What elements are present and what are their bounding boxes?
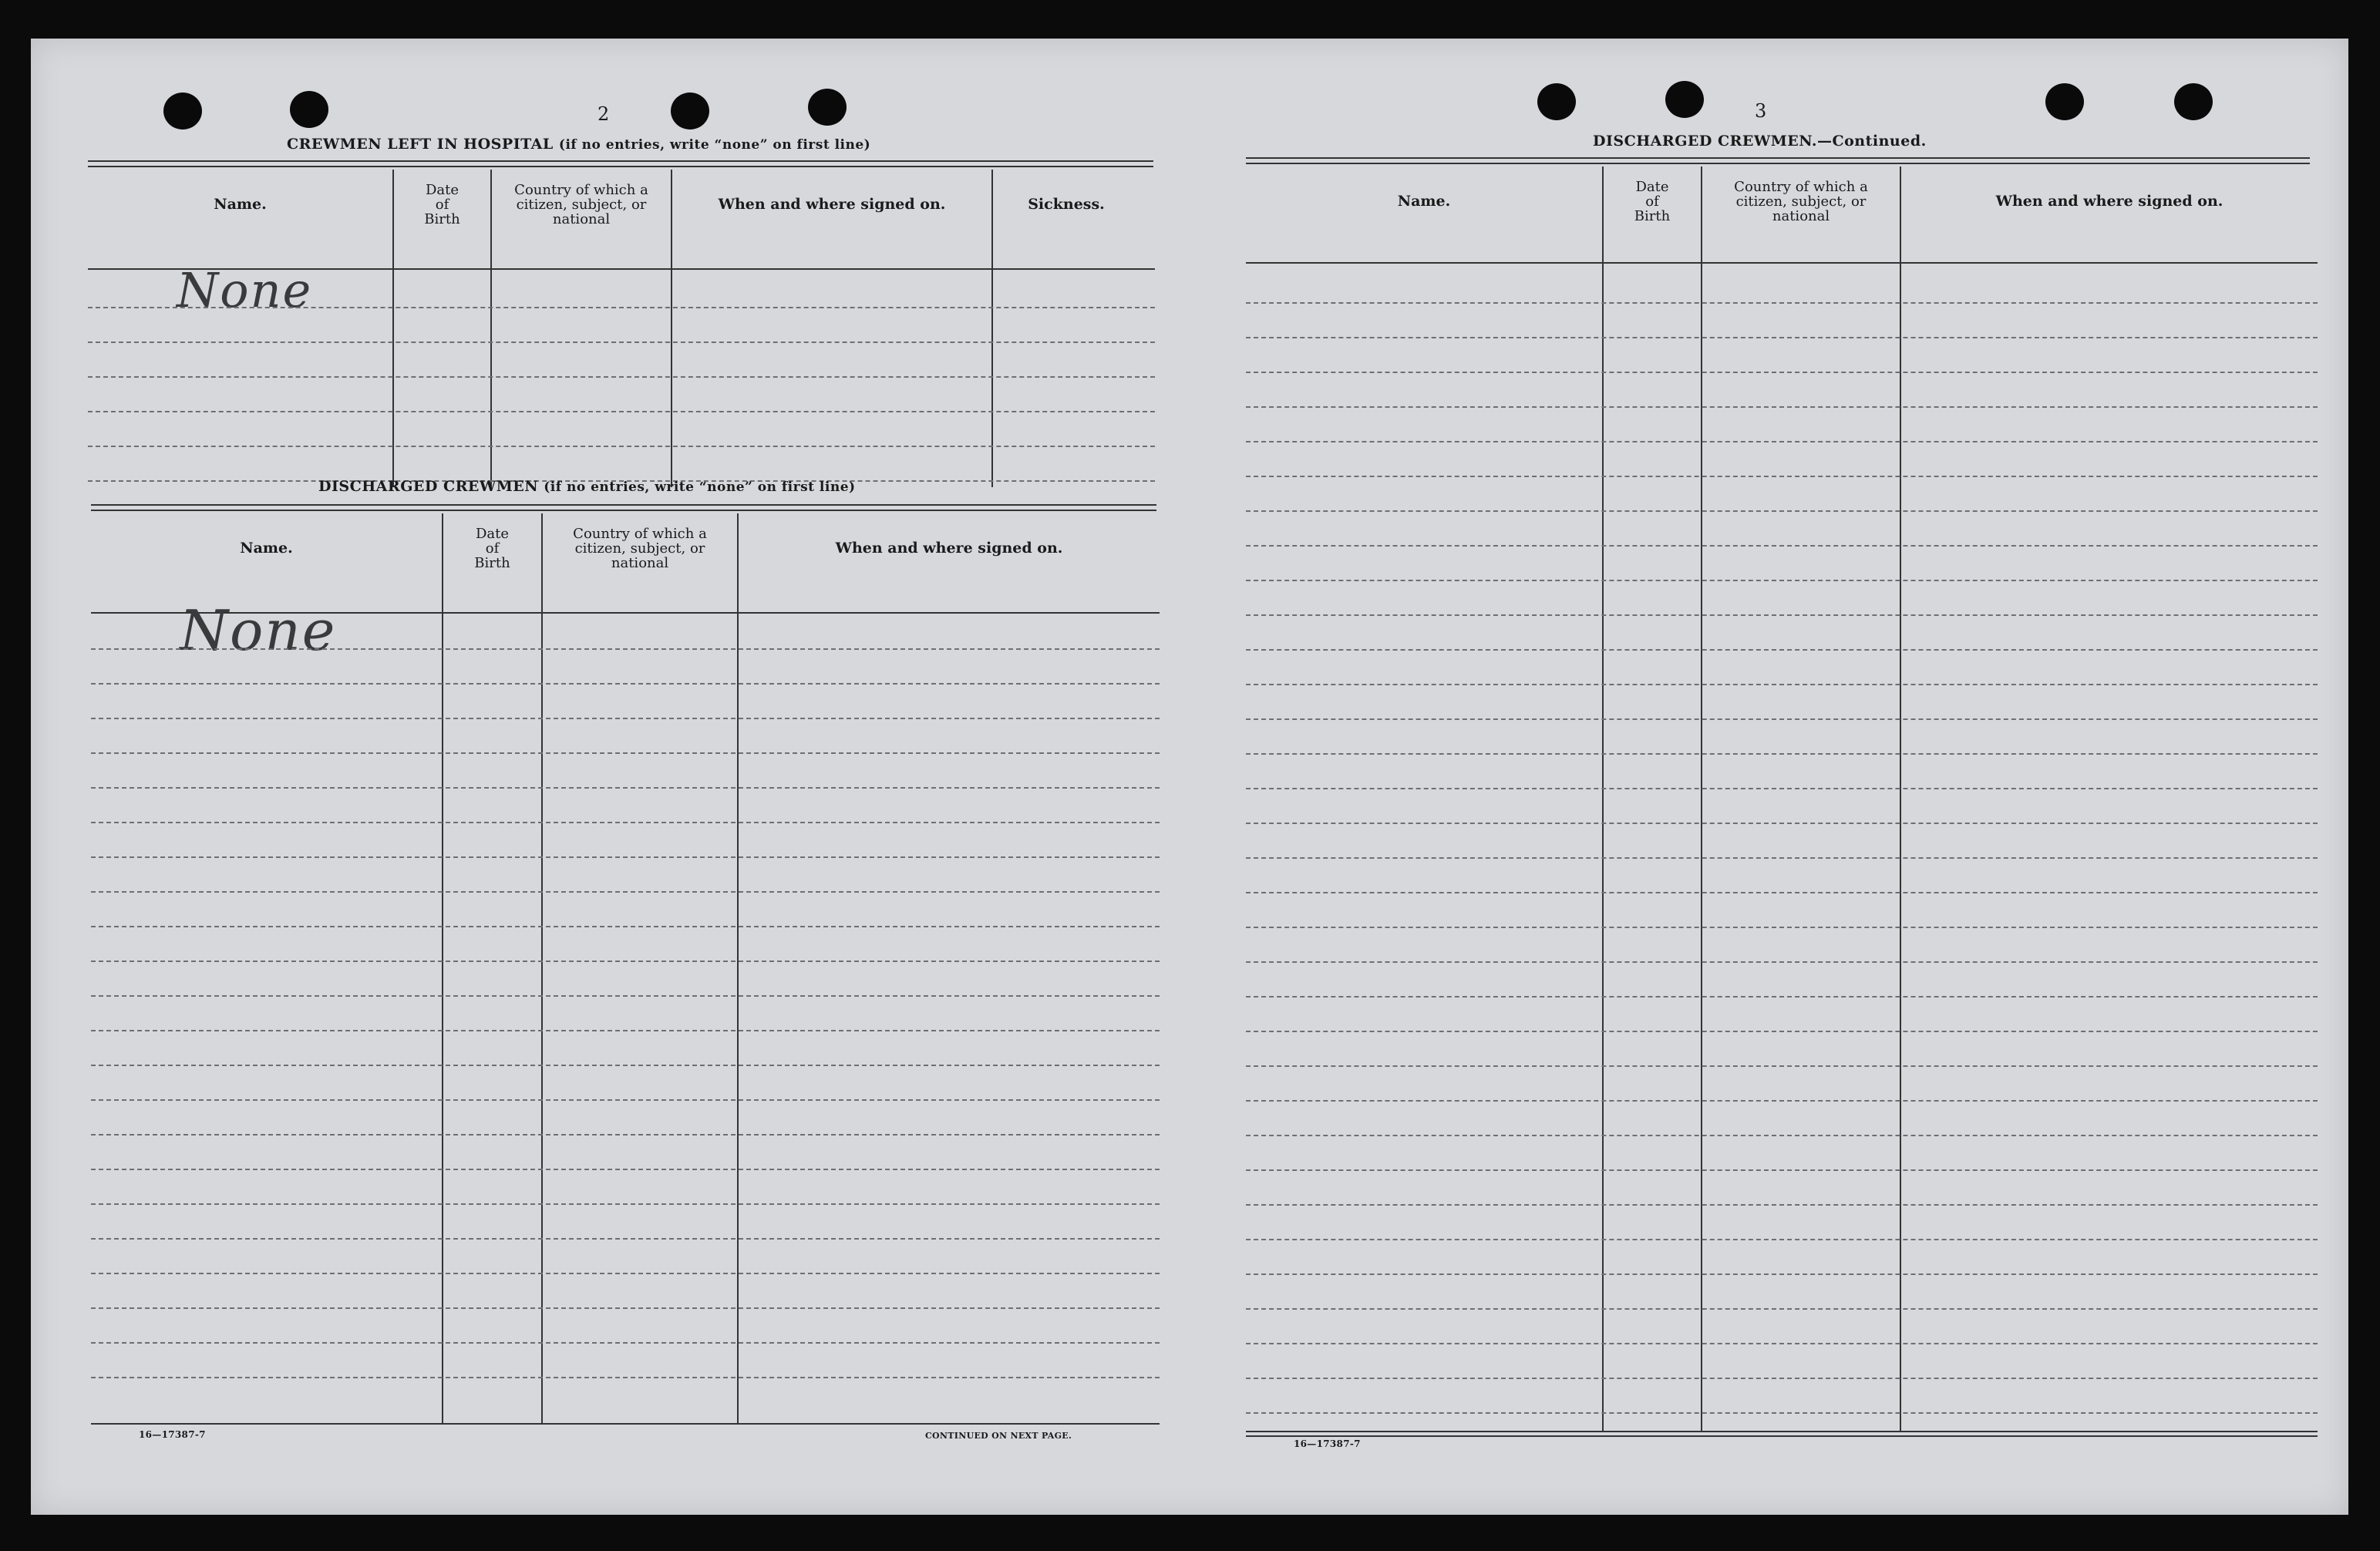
entry-line [1246,1308,2318,1310]
entry-line [1246,406,2318,408]
entry-line [1246,1343,2318,1344]
entry-line [91,822,1160,823]
entry-line [91,1169,1160,1170]
hospital-title-text: CREWMEN LEFT IN HOSPITAL [287,136,554,153]
handwritten-entry: None [177,262,313,318]
continued-note: CONTINUED ON NEXT PAGE. [925,1431,1072,1441]
entry-line [91,1099,1160,1101]
entry-line [1246,510,2318,512]
entry-line [91,1342,1160,1344]
entry-line [91,718,1160,719]
header-rule [1246,262,2318,264]
bottom-rule [1246,1435,2318,1437]
column-divider [392,170,394,487]
bottom-rule [1246,1431,2318,1432]
entry-line [91,961,1160,962]
entry-line [91,926,1160,927]
entry-line [88,411,1155,412]
column-divider [991,170,993,487]
column-header-signed-on: When and where signed on. [1995,192,2223,210]
entry-line [1246,1031,2318,1032]
entry-line [91,1134,1160,1135]
column-header-name: Name. [214,195,267,213]
form-number: 16—17387-7 [139,1429,206,1440]
entry-line [91,787,1160,789]
hospital-instruction: (if no entries, write “none” on first line) [558,137,871,153]
entry-line [1246,788,2318,789]
entry-line [1246,545,2318,547]
entry-line [1246,1412,2318,1414]
punch-hole [2174,83,2213,120]
discharged-title-text: DISCHARGED CREWMEN [318,478,539,495]
punch-hole [1665,81,1704,118]
entry-line [88,376,1155,378]
entry-line [1246,892,2318,893]
punch-hole [1537,83,1576,120]
column-divider [1701,167,1702,1432]
column-header-signed-on: When and where signed on. [718,195,946,213]
discharged-instruction: (if no entries, write “none” on first line) [544,479,856,495]
entry-line [91,1203,1160,1205]
bottom-rule [91,1423,1160,1425]
entry-line [1246,823,2318,824]
column-header-date-of-birth: Date of Birth [1634,178,1671,224]
column-divider [1602,167,1604,1432]
entry-line [1246,580,2318,581]
entry-line [1246,753,2318,755]
entry-line [1246,302,2318,304]
entry-line [1246,927,2318,928]
punch-hole [2045,83,2084,120]
entry-line [1246,476,2318,477]
entry-line [1246,1135,2318,1136]
entry-line [91,1273,1160,1274]
entry-line [1246,1169,2318,1171]
entry-line [1246,718,2318,720]
entry-line [91,856,1160,858]
column-divider [671,170,672,487]
entry-line [88,446,1155,447]
column-header-sickness: Sickness. [1028,195,1105,213]
column-header-country: Country of which a citizen, subject, or national [573,525,707,571]
punch-hole [163,93,202,130]
discharged-continued-title: DISCHARGED CREWMEN.—Continued. [1593,133,1927,150]
discharged-section-title [318,478,856,495]
entry-line [91,1238,1160,1240]
entry-line [91,1030,1160,1031]
column-header-name: Name. [240,539,293,557]
entry-line [91,648,1160,650]
entry-line [91,995,1160,997]
entry-line [91,683,1160,685]
entry-line [91,891,1160,893]
page-number: 3 [1755,100,1767,122]
entry-line [1246,1378,2318,1379]
entry-line [91,1377,1160,1378]
entry-line [88,307,1155,308]
entry-line [1246,614,2318,616]
entry-line [1246,1239,2318,1240]
entry-line [1246,684,2318,685]
double-rule [91,504,1156,511]
punch-hole [290,91,328,128]
entry-line [1246,337,2318,338]
column-divider [541,513,543,1425]
entry-line [1246,1204,2318,1206]
double-rule [1246,157,2310,164]
document-sheet [31,39,2348,1515]
column-header-country: Country of which a citizen, subject, or national [514,181,648,227]
entry-line [1246,372,2318,373]
entry-line [1246,1065,2318,1067]
entry-line [91,1065,1160,1066]
entry-line [1246,857,2318,859]
column-header-date-of-birth: Date of Birth [474,525,510,571]
column-divider [490,170,492,487]
entry-line [1246,1100,2318,1102]
form-number: 16—17387-7 [1294,1438,1361,1449]
entry-line [1246,1273,2318,1275]
column-divider [1900,167,1901,1432]
handwritten-entry: None [180,598,337,663]
entry-line [88,341,1155,343]
column-divider [442,513,443,1425]
entry-line [1246,961,2318,963]
page-number: 2 [598,103,610,125]
discharged-table-right [1246,167,2318,1477]
punch-hole [808,89,847,126]
double-rule [88,160,1153,167]
discharged-table-left [91,513,1160,1428]
entry-line [1246,441,2318,442]
column-header-signed-on: When and where signed on. [835,539,1063,557]
entry-line [1246,996,2318,998]
hospital-section-title [287,136,870,153]
hospital-table [88,170,1155,490]
column-divider [737,513,739,1425]
entry-line [91,1307,1160,1309]
entry-line [1246,649,2318,651]
entry-line [91,752,1160,754]
column-header-date-of-birth: Date of Birth [424,181,460,227]
punch-hole [671,93,709,130]
column-header-name: Name. [1397,192,1451,210]
column-header-country: Country of which a citizen, subject, or national [1734,178,1868,224]
